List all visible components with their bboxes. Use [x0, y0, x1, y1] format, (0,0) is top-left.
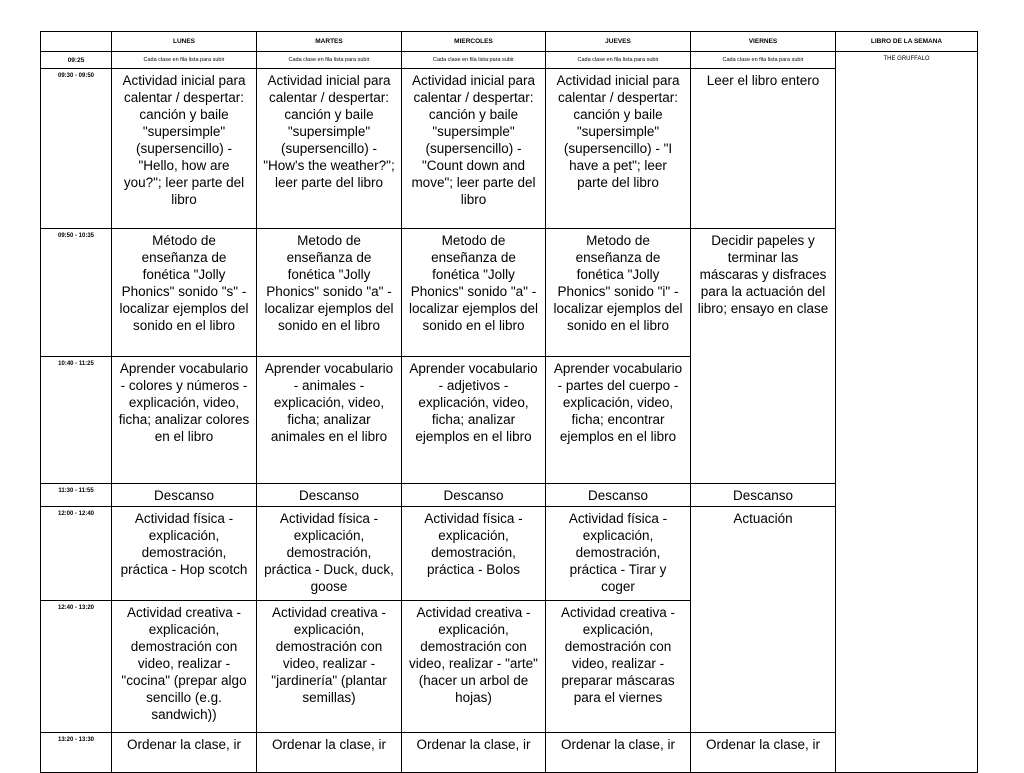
- activity-cell: Metodo de enseñanza de fonética "Jolly Phonics" sonido "a" - localizar ejemplos del sonido en el libro: [257, 229, 402, 357]
- activity-cell: Ordenar la clase, ir: [691, 733, 836, 773]
- activity-cell: Metodo de enseñanza de fonética "Jolly Phonics" sonido "i" - localizar ejemplos del sonido en el libro: [546, 229, 691, 357]
- intro-row: [41, 52, 978, 69]
- activity-cell: Actividad creativa - explicación, demostración con video, realizar - "arte" (hacer un arbol de hojas): [402, 601, 546, 733]
- activity-cell: Ordenar la clase, ir: [402, 733, 546, 773]
- activity-cell: Actividad inicial para calentar / despertar: canción y baile "supersimple" (supersencillo) - "Count down and move"; leer parte del libro: [402, 69, 546, 229]
- activity-cell: Aprender vocabulario - colores y números - explicación, video, ficha; analizar colores en el libro: [112, 357, 257, 484]
- activity-cell: Actividad física - explicación, demostración, práctica - Tirar y coger: [546, 507, 691, 601]
- activity-cell: Actividad física - explicación, demostración, práctica - Bolos: [402, 507, 546, 601]
- activity-cell: Actividad creativa - explicación, demostración con video, realizar - "cocina" (prepar algo sencillo (e.g. sandwich)): [112, 601, 257, 733]
- activity-cell: Aprender vocabulario - animales - explicación, video, ficha; analizar animales en el libro: [257, 357, 402, 484]
- day-header-lunes: LUNES: [112, 32, 257, 52]
- time-cell: 09:30 - 09:50: [41, 69, 112, 229]
- book-of-week-header: LIBRO DE LA SEMANA: [836, 32, 978, 52]
- activity-cell: Leer el libro entero: [691, 69, 836, 229]
- friday-rehearsal-cell: Decidir papeles y terminar las máscaras y disfraces para la actuación del libro; ensayo en clase: [691, 229, 836, 484]
- activity-cell: Actividad física - explicación, demostración, práctica - Duck, duck, goose: [257, 507, 402, 601]
- activity-cell: Actividad creativa - explicación, demostración con video, realizar - preparar máscaras para el viernes: [546, 601, 691, 733]
- break-cell: Descanso: [257, 484, 402, 507]
- empty-corner-cell: [41, 32, 112, 52]
- activity-cell: Método de enseñanza de fonética "Jolly Phonics" sonido "s" - localizar ejemplos del sonido en el libro: [112, 229, 257, 357]
- day-header-martes: MARTES: [257, 32, 402, 52]
- activity-cell: Ordenar la clase, ir: [112, 733, 257, 773]
- day-header-jueves: JUEVES: [546, 32, 691, 52]
- friday-performance-cell: Actuación: [691, 507, 836, 733]
- time-cell: 09:50 - 10:35: [41, 229, 112, 357]
- time-cell: 12:00 - 12:40: [41, 507, 112, 601]
- time-cell: 13:20 - 13:30: [41, 733, 112, 773]
- activity-cell: Actividad física - explicación, demostración, práctica - Hop scotch: [112, 507, 257, 601]
- intro-cell: Cada clase en fila lista para subir: [691, 52, 836, 69]
- activity-cell: Metodo de enseñanza de fonética "Jolly Phonics" sonido "a" - localizar ejemplos del sonido en el libro: [402, 229, 546, 357]
- intro-cell: Cada clase en fila lista para subir: [257, 52, 402, 69]
- day-header-miercoles: MIERCOLES: [402, 32, 546, 52]
- activity-cell: Actividad inicial para calentar / despertar: canción y baile "supersimple" (supersencillo) - "How's the weather?"; leer parte del libro: [257, 69, 402, 229]
- intro-cell: Cada clase en fila lista para subir: [546, 52, 691, 69]
- day-header-row: [41, 32, 978, 52]
- break-cell: Descanso: [546, 484, 691, 507]
- break-cell: Descanso: [112, 484, 257, 507]
- time-cell: 09:25: [41, 52, 112, 69]
- time-cell: 10:40 - 11:25: [41, 357, 112, 484]
- activity-cell: Aprender vocabulario - adjetivos - explicación, video, ficha; analizar ejemplos en el libro: [402, 357, 546, 484]
- intro-cell: Cada clase en fila lista para subir: [402, 52, 546, 69]
- break-cell: Descanso: [402, 484, 546, 507]
- activity-cell: Actividad inicial para calentar / despertar: canción y baile "supersimple" (supersencillo) - "Hello, how are you?"; leer parte del libro: [112, 69, 257, 229]
- day-header-viernes: VIERNES: [691, 32, 836, 52]
- time-cell: 11:30 - 11:55: [41, 484, 112, 507]
- activity-cell: Ordenar la clase, ir: [257, 733, 402, 773]
- weekly-schedule-table: [40, 31, 978, 773]
- activity-cell: Actividad creativa - explicación, demostración con video, realizar - "jardinería" (plantar semillas): [257, 601, 402, 733]
- activity-cell: Ordenar la clase, ir: [546, 733, 691, 773]
- intro-cell: Cada clase en fila lista para subir: [112, 52, 257, 69]
- break-cell: Descanso: [691, 484, 836, 507]
- book-title-cell: THE GRUFFALO: [836, 52, 978, 773]
- activity-cell: Aprender vocabulario - partes del cuerpo - explicación, video, ficha; encontrar ejemplos en el libro: [546, 357, 691, 484]
- time-cell: 12:40 - 13:20: [41, 601, 112, 733]
- activity-cell: Actividad inicial para calentar / despertar: canción y baile "supersimple" (supersencillo) - "I have a pet"; leer parte del libro: [546, 69, 691, 229]
